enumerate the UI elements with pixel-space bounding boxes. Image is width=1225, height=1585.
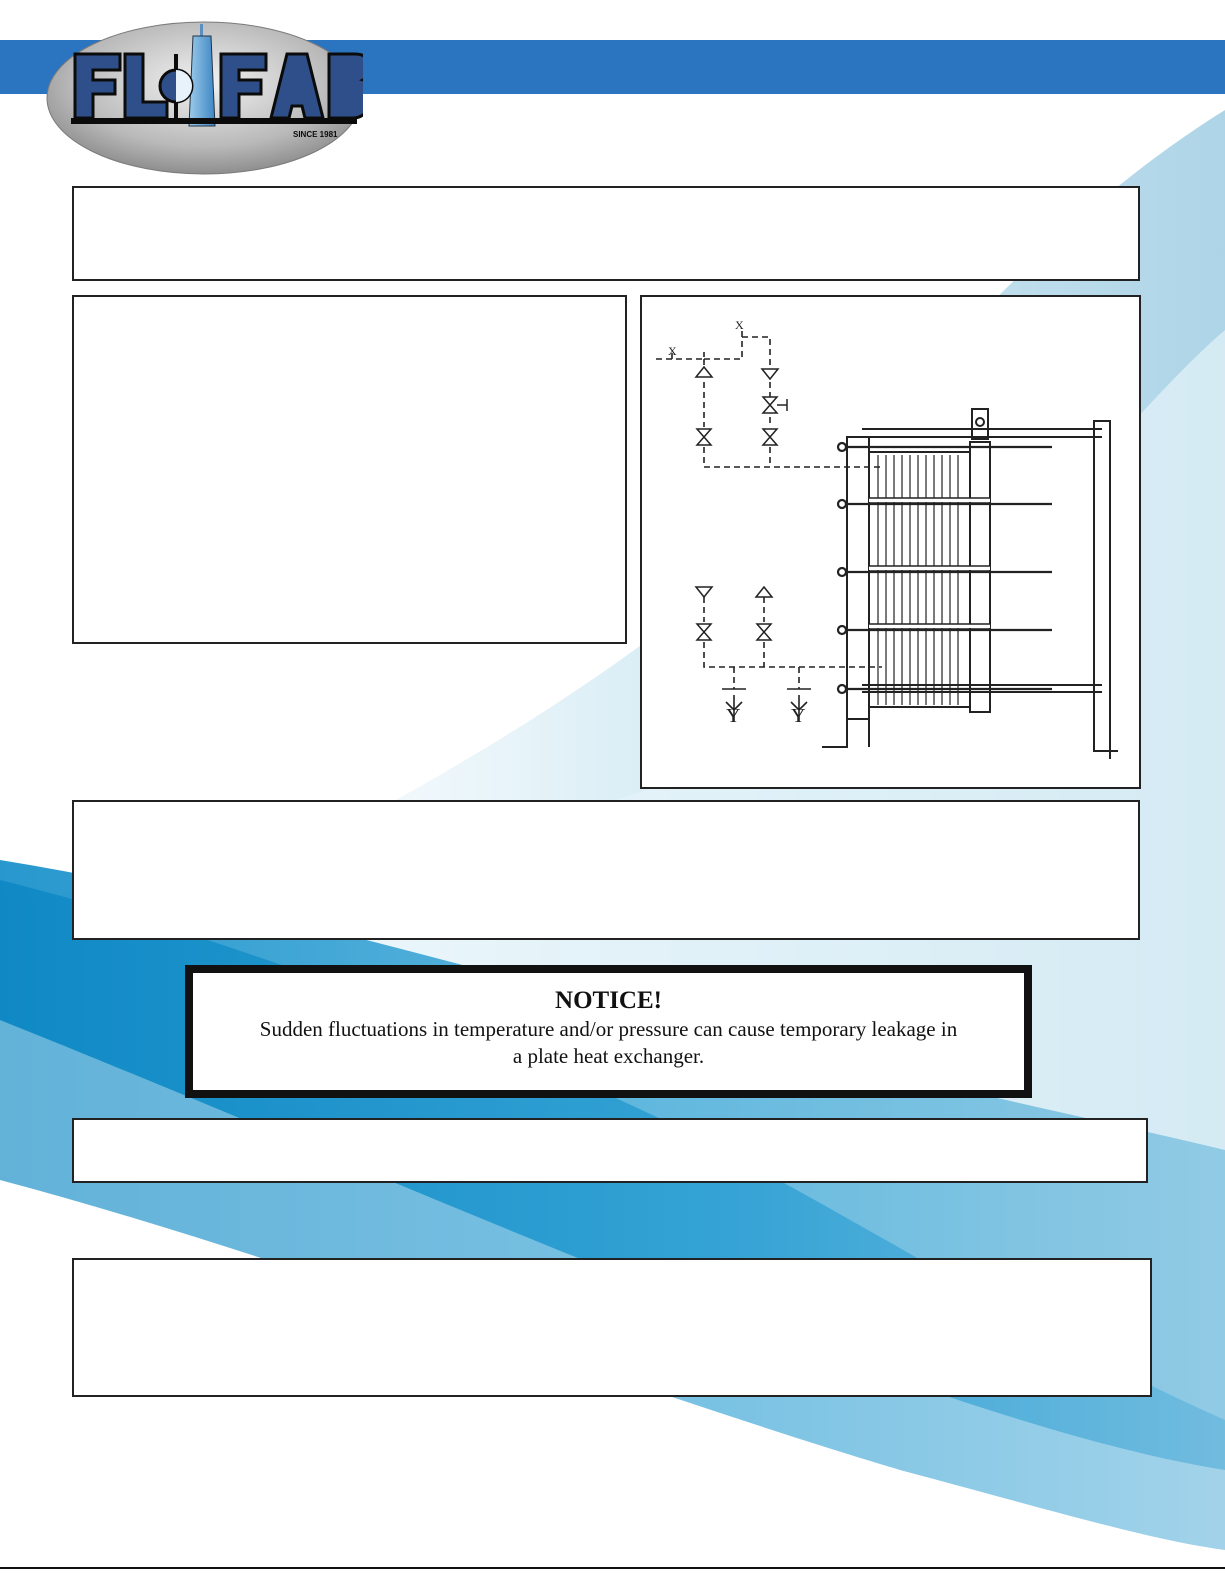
notice-box [185, 965, 1032, 1098]
notice-body: Sudden fluctuations in temperature and/or pressure can cause temporary leakage in a plate heat exchanger. [259, 1017, 958, 1068]
instructions-text-box [72, 295, 627, 644]
maintenance-text-box [72, 1258, 1152, 1397]
vent-label-1: X [668, 344, 677, 358]
piping-diagram-box [640, 295, 1141, 789]
vent-label-2: X [735, 318, 744, 332]
drain-label-1: Y [726, 705, 741, 727]
plate-heat-exchanger-diagram [642, 297, 1139, 787]
drain-label-2: Y [791, 705, 806, 727]
flofab-logo [45, 14, 363, 176]
intro-text-box [72, 186, 1140, 281]
logo-tagline: SINCE 1981 [293, 130, 338, 139]
operation-text-box [72, 800, 1140, 940]
shutdown-text-box [72, 1118, 1148, 1183]
notice-title: NOTICE! [555, 987, 662, 1014]
footer-rule [0, 1567, 1225, 1569]
